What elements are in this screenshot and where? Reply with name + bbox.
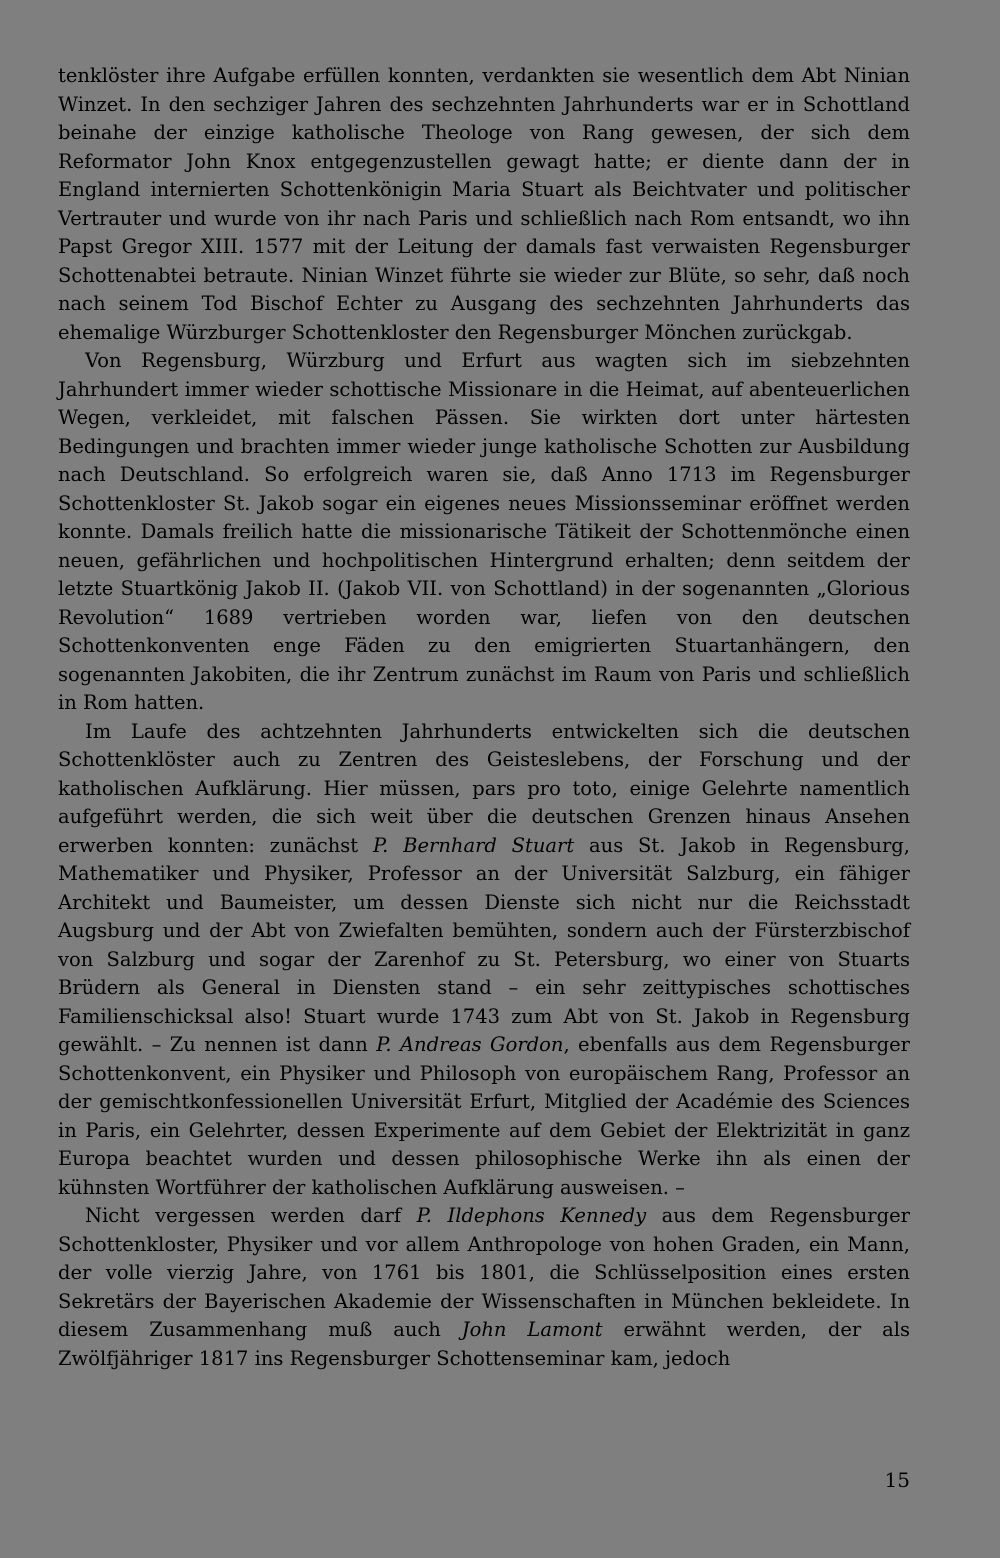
paragraph-1-text: tenklöster ihre Aufgabe erfüllen konnten, verdankten sie wesentlich dem Abt Ninian Winzet. In den sechziger Jahren des sechzehnten Jahrhunderts war er in Schottland beinahe der einzige katholische Theologe von Rang gewesen, der sich dem Reformator John Knox entgegenzustellen gewagt hatte; er diente dann der in England internierten Schottenkönigin Maria Stuart als Beichtvater und politischer Vertrauter und wurde von ihr nach Paris und schließlich nach Rom entsandt, wo ihn Papst Gregor XIII. 1577 mit der Leitung der damals fast verwaisten Regensburger Schottenabtei betraute. Ninian Winzet führte sie wieder zur Blüte, so sehr, daß noch nach seinem Tod Bischof Echter zu Ausgang des sechzehnten Jahrhunderts das ehemalige Würzburger Schottenkloster den Regensburger Mönchen zurückgab. bbox=[58, 64, 910, 344]
paragraph-4 bbox=[58, 1202, 910, 1373]
paragraph-4-text-a: Nicht vergessen werden darf bbox=[85, 1204, 417, 1227]
name-andreas-gordon: P. Andreas Gordon bbox=[376, 1033, 564, 1056]
page-body bbox=[58, 62, 910, 1502]
paragraph-3-text-a: Im Laufe des achtzehnten Jahrhunderts entwickelten sich die deutschen Schottenklöster auch zu Zentren des Geisteslebens, der Forschung und der katholischen Aufklärung. Hier müssen, pars pro toto, einige Gelehrte namentlich aufgeführt werden, die sich weit über die deutschen Grenzen hinaus Ansehen erwerben konnten: zunächst bbox=[58, 719, 910, 857]
page-number: 15 bbox=[884, 1468, 910, 1492]
body-text bbox=[58, 62, 910, 1373]
paragraph-2 bbox=[58, 347, 910, 718]
paragraph-4-text-b: aus dem Regensburger Schottenkloster, Physiker und vor allem Anthropologe von hohen Graden, ein Mann, der volle vierzig Jahre, von 1761 bis 1801, die Schlüsselposition eines ersten Sekretärs der Bayerischen Akademie der Wissenschaften in München bekleidete. In diesem Zusammenhang muß auch bbox=[58, 1204, 910, 1341]
paragraph-3-text-b: aus St. Jakob in Regensburg, Mathematiker und Physiker, Professor an der Universität Salzburg, ein fähiger Architekt und Baumeister, um dessen Dienste sich nicht nur die Reichsstadt Augsburg und der Abt von Zwiefalten bemühten, sondern auch der Fürsterzbischof von Salzburg und sogar der Zarenhof zu St. Petersburg, wo einer von Stuarts Brüdern als General in Diensten stand – ein sehr zeittypisches schottisches Familienschicksal also! Stuart wurde 1743 zum Abt von St. Jakob in Regensburg gewählt. – Zu nennen ist dann bbox=[58, 833, 910, 1056]
name-john-lamont: John Lamont bbox=[461, 1318, 603, 1341]
paragraph-3-text-c: , ebenfalls aus dem Regensburger Schottenkonvent, ein Physiker und Philosoph von europäischem Rang, Professor an der gemischtkonfessionellen Universität Erfurt, Mitglied der Académie des Sciences in Paris, ein Gelehrter, dessen Experimente auf dem Gebiet der Elektrizität in ganz Europa beachtet wurden und dessen philosophische Werke ihn als einen der kühnsten Wortführer der katholischen Aufklärung ausweisen. – bbox=[58, 1033, 910, 1199]
paragraph-3 bbox=[58, 718, 910, 1203]
paragraph-1 bbox=[58, 62, 910, 347]
paragraph-4-text-c: erwähnt werden, der als Zwölfjähriger 1817 ins Regensburger Schottenseminar kam, jedoch bbox=[58, 1318, 910, 1370]
paragraph-2-text: Von Regensburg, Würzburg und Erfurt aus wagten sich im siebzehnten Jahrhundert immer wieder schottische Missionare in die Heimat, auf abenteuerlichen Wegen, verkleidet, mit falschen Pässen. Sie wirkten dort unter härtesten Bedingungen und brachten immer wieder junge katholische Schotten zur Ausbildung nach Deutschland. So erfolgreich waren sie, daß Anno 1713 im Regensburger Schottenkloster St. Jakob sogar ein eigenes neues Missionsseminar eröffnet werden konnte. Damals freilich hatte die missionarische Tätikeit der Schottenmönche einen neuen, gefährlichen und hochpolitischen Hintergrund erhalten; denn seitdem der letzte Stuartkönig Jakob II. (Jakob VII. von Schottland) in der sogenannten „Glorious Revolution“ 1689 vertrieben worden war, liefen von den deutschen Schottenkonventen enge Fäden zu den emigrierten Stuartanhängern, den sogenannten Jakobiten, die ihr Zentrum zunächst im Raum von Paris und schließlich in Rom hatten. bbox=[58, 349, 910, 714]
name-bernhard-stuart: P. Bernhard Stuart bbox=[372, 833, 575, 857]
name-ildephons-kennedy: P. Ildephons Kennedy bbox=[416, 1204, 647, 1227]
